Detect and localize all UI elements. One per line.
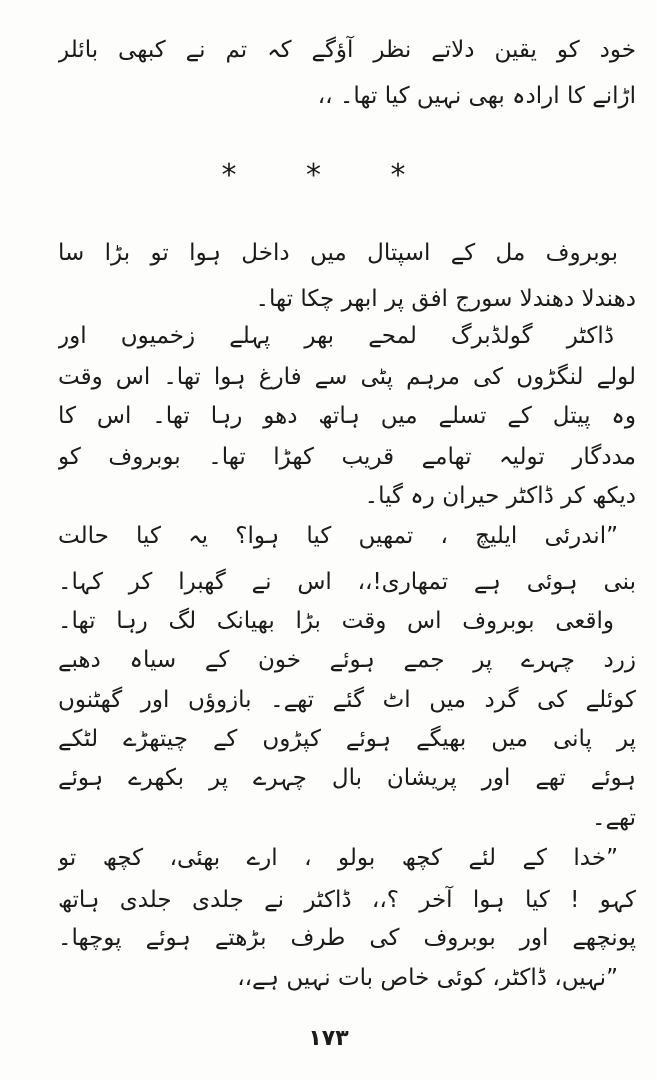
text-line-13: زرد چہرے پر جمے ہوئے خون کے سیاہ دھبے bbox=[58, 647, 636, 673]
text-line-14: کوئلے کی گرد میں اٹ گئے تھے۔ بازوؤں اور گھٹنوں bbox=[58, 687, 636, 713]
text-line-1: خود کو یقین دلاتے نظر آؤگے کہ تم نے کبھی بائلر bbox=[58, 37, 636, 63]
text-line-21: ”نہیں، ڈاکٹر، کوئی خاص بات نہیں ہے،، bbox=[237, 965, 618, 991]
text-line-11: بنی ہوئی ہے تمھاری!،، اس نے گھبرا کر کہا۔ bbox=[58, 569, 636, 595]
text-line-18: ”خدا کے لئے کچھ بولو ، ارے بھئی، کچھ تو bbox=[58, 845, 618, 871]
text-line-19: کہو ! کیا ہوا آخر ؟،، ڈاکٹر نے جلدی جلدی ہاتھ bbox=[58, 887, 636, 913]
text-line-2: اڑانے کا ارادہ بھی نہیں کیا تھا۔ ،، bbox=[317, 83, 636, 109]
section-separator: * * * bbox=[221, 158, 436, 193]
text-line-16: ہوئے تھے اور پریشان بال چہرے پر بکھرے ہوئے bbox=[58, 765, 636, 791]
text-line-7: وہ پیتل کے تسلے میں ہاتھ دھو رہا تھا۔ اس کا bbox=[58, 403, 636, 429]
text-line-6: لولے لنگڑوں کی مرہم پٹی سے فارغ ہوا تھا۔ اس وقت bbox=[58, 364, 636, 390]
text-line-5: ڈاکٹر گولڈبرگ لمحے بھر پہلے زخمیوں اور bbox=[58, 323, 614, 349]
text-line-12: واقعی بوبروف اس وقت بڑا بھیانک لگ رہا تھا۔ bbox=[58, 608, 614, 634]
text-line-15: پر پانی میں بھیگے ہوئے کپڑوں کے چیتھڑے لٹکے bbox=[58, 726, 636, 752]
text-line-8: مددگار تولیہ تھامے قریب کھڑا تھا۔ بوبروف کو bbox=[58, 444, 636, 470]
text-line-17: تھے۔ bbox=[592, 805, 636, 831]
text-line-20: پونچھے اور بوبروف کی طرف بڑھتے ہوئے پوچھا۔ bbox=[58, 925, 636, 951]
page-number: ۱۷۳ bbox=[308, 1026, 349, 1051]
text-line-4: دھندلا دھندلا سورج افق پر ابھر چکا تھا۔ bbox=[255, 286, 636, 312]
text-line-3: بوبروف مل کے اسپتال میں داخل ہوا تو بڑا سا bbox=[58, 240, 618, 266]
text-line-9: دیکھ کر ڈاکٹر حیران رہ گیا۔ bbox=[364, 483, 636, 509]
text-line-10: ”اندرئی ایلیچ ، تمھیں کیا ہوا؟ یہ کیا حالت bbox=[58, 523, 618, 549]
